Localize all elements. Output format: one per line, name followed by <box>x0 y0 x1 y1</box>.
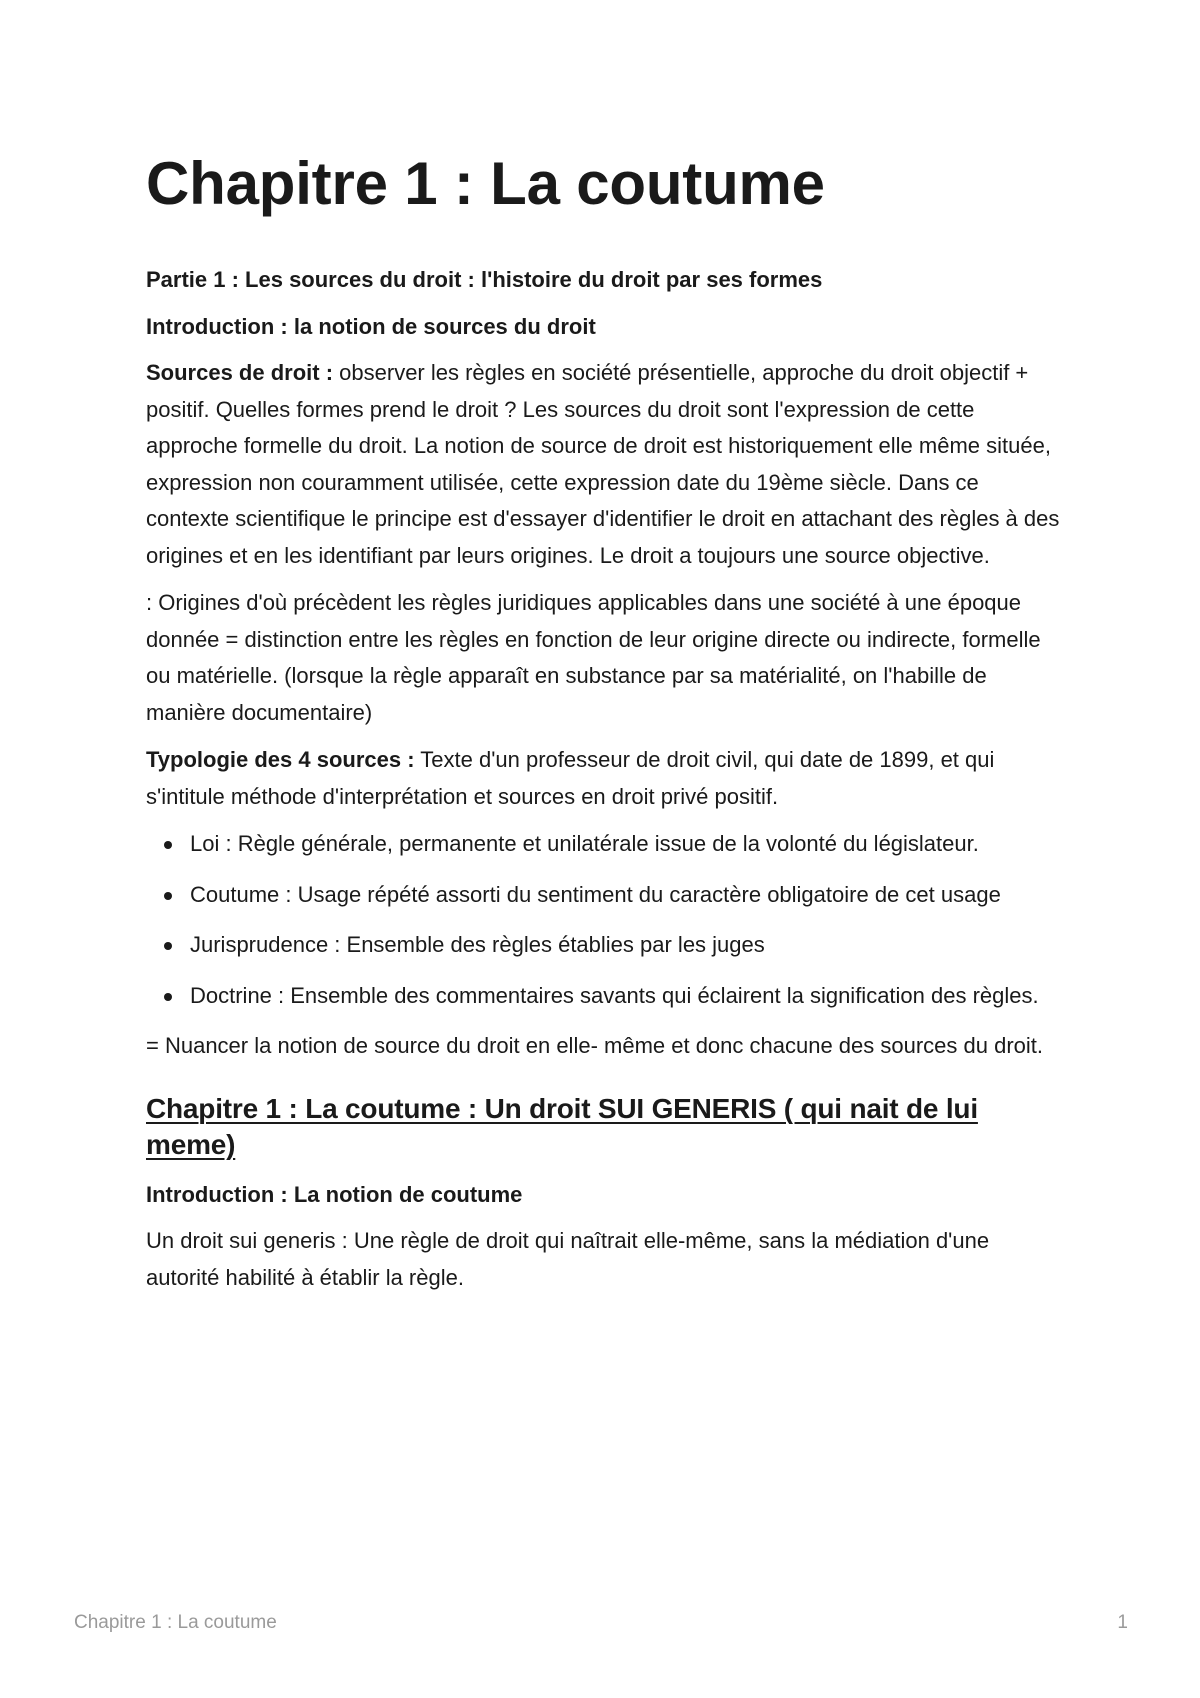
footer-title: Chapitre 1 : La coutume <box>74 1612 277 1633</box>
section-paragraph: Un droit sui generis : Une règle de droit qui naîtrait elle-même, sans la médiation d'une autorité habilité à établir la règle. <box>146 1228 990 1290</box>
list-item-text: Loi : Règle générale, permanente et unilatérale issue de la volonté du législateur. <box>190 831 979 856</box>
list-item <box>190 927 1061 964</box>
typology-label: Typologie des 4 sources : <box>146 747 415 772</box>
list-item <box>190 877 1061 914</box>
typology-paragraph <box>146 742 1061 815</box>
page-title: Chapitre 1 : La coutume <box>146 150 825 217</box>
list-item-text: Doctrine : Ensemble des commentaires savants qui éclairent la signification des règles. <box>190 982 1039 1008</box>
sources-list <box>146 826 1061 1014</box>
origins-paragraph: : Origines d'où précèdent les règles juridiques applicables dans une société à une époque donnée = distinction entre les règles en fonction de leur origine directe ou indirecte, formelle ou matérielle. (lorsque la règle apparaît en substance par sa matérialité, on l'habille de manière documentaire) <box>146 590 1041 725</box>
bullet-icon <box>164 942 172 950</box>
nuance-paragraph: = Nuancer la notion de source du droit en elle- même et donc chacune des sources du droit. <box>146 1033 1044 1058</box>
page-content <box>146 148 1061 1307</box>
bullet-icon <box>164 841 172 849</box>
bullet-icon <box>164 993 172 1001</box>
sources-label: Sources de droit : <box>146 360 334 385</box>
part-heading: Partie 1 : Les sources du droit : l'histoire du droit par ses formes <box>146 267 823 292</box>
intro-heading: Introduction : la notion de sources du droit <box>146 313 596 339</box>
list-item <box>190 826 1061 863</box>
typology-text: Texte d'un professeur de droit civil, qui date de 1899, et qui s'intitule méthode d'interprétation et sources en droit privé positif. <box>146 747 995 809</box>
list-item-text: Coutume : Usage répété assorti du sentiment du caractère obligatoire de cet usage <box>190 881 1001 907</box>
list-item <box>190 978 1061 1015</box>
sources-text: observer les règles en société présentielle, approche du droit objectif + positif. Quelles formes prend le droit ? Les sources du droit sont l'expression de cette approche formelle du droit. La notion de source de droit est historiquement elle même située, expression non couramment utilisée, cette expression date du 19ème siècle. Dans ce contexte scientifique le principe est d'essayer d'identifier le droit en attachant des règles à des origines et en les identifiant par leurs origines. Le droit a toujours une source objective. <box>146 360 1060 568</box>
sources-paragraph <box>146 355 1061 574</box>
section-intro-heading: Introduction : La notion de coutume <box>146 1181 523 1207</box>
list-item-text: Jurisprudence : Ensemble des règles établies par les juges <box>190 932 765 957</box>
section-title: Chapitre 1 : La coutume : Un droit SUI GENERIS ( qui nait de lui meme) <box>146 1092 978 1160</box>
bullet-icon <box>164 892 172 900</box>
footer-page-number: 1 <box>1117 1612 1128 1633</box>
